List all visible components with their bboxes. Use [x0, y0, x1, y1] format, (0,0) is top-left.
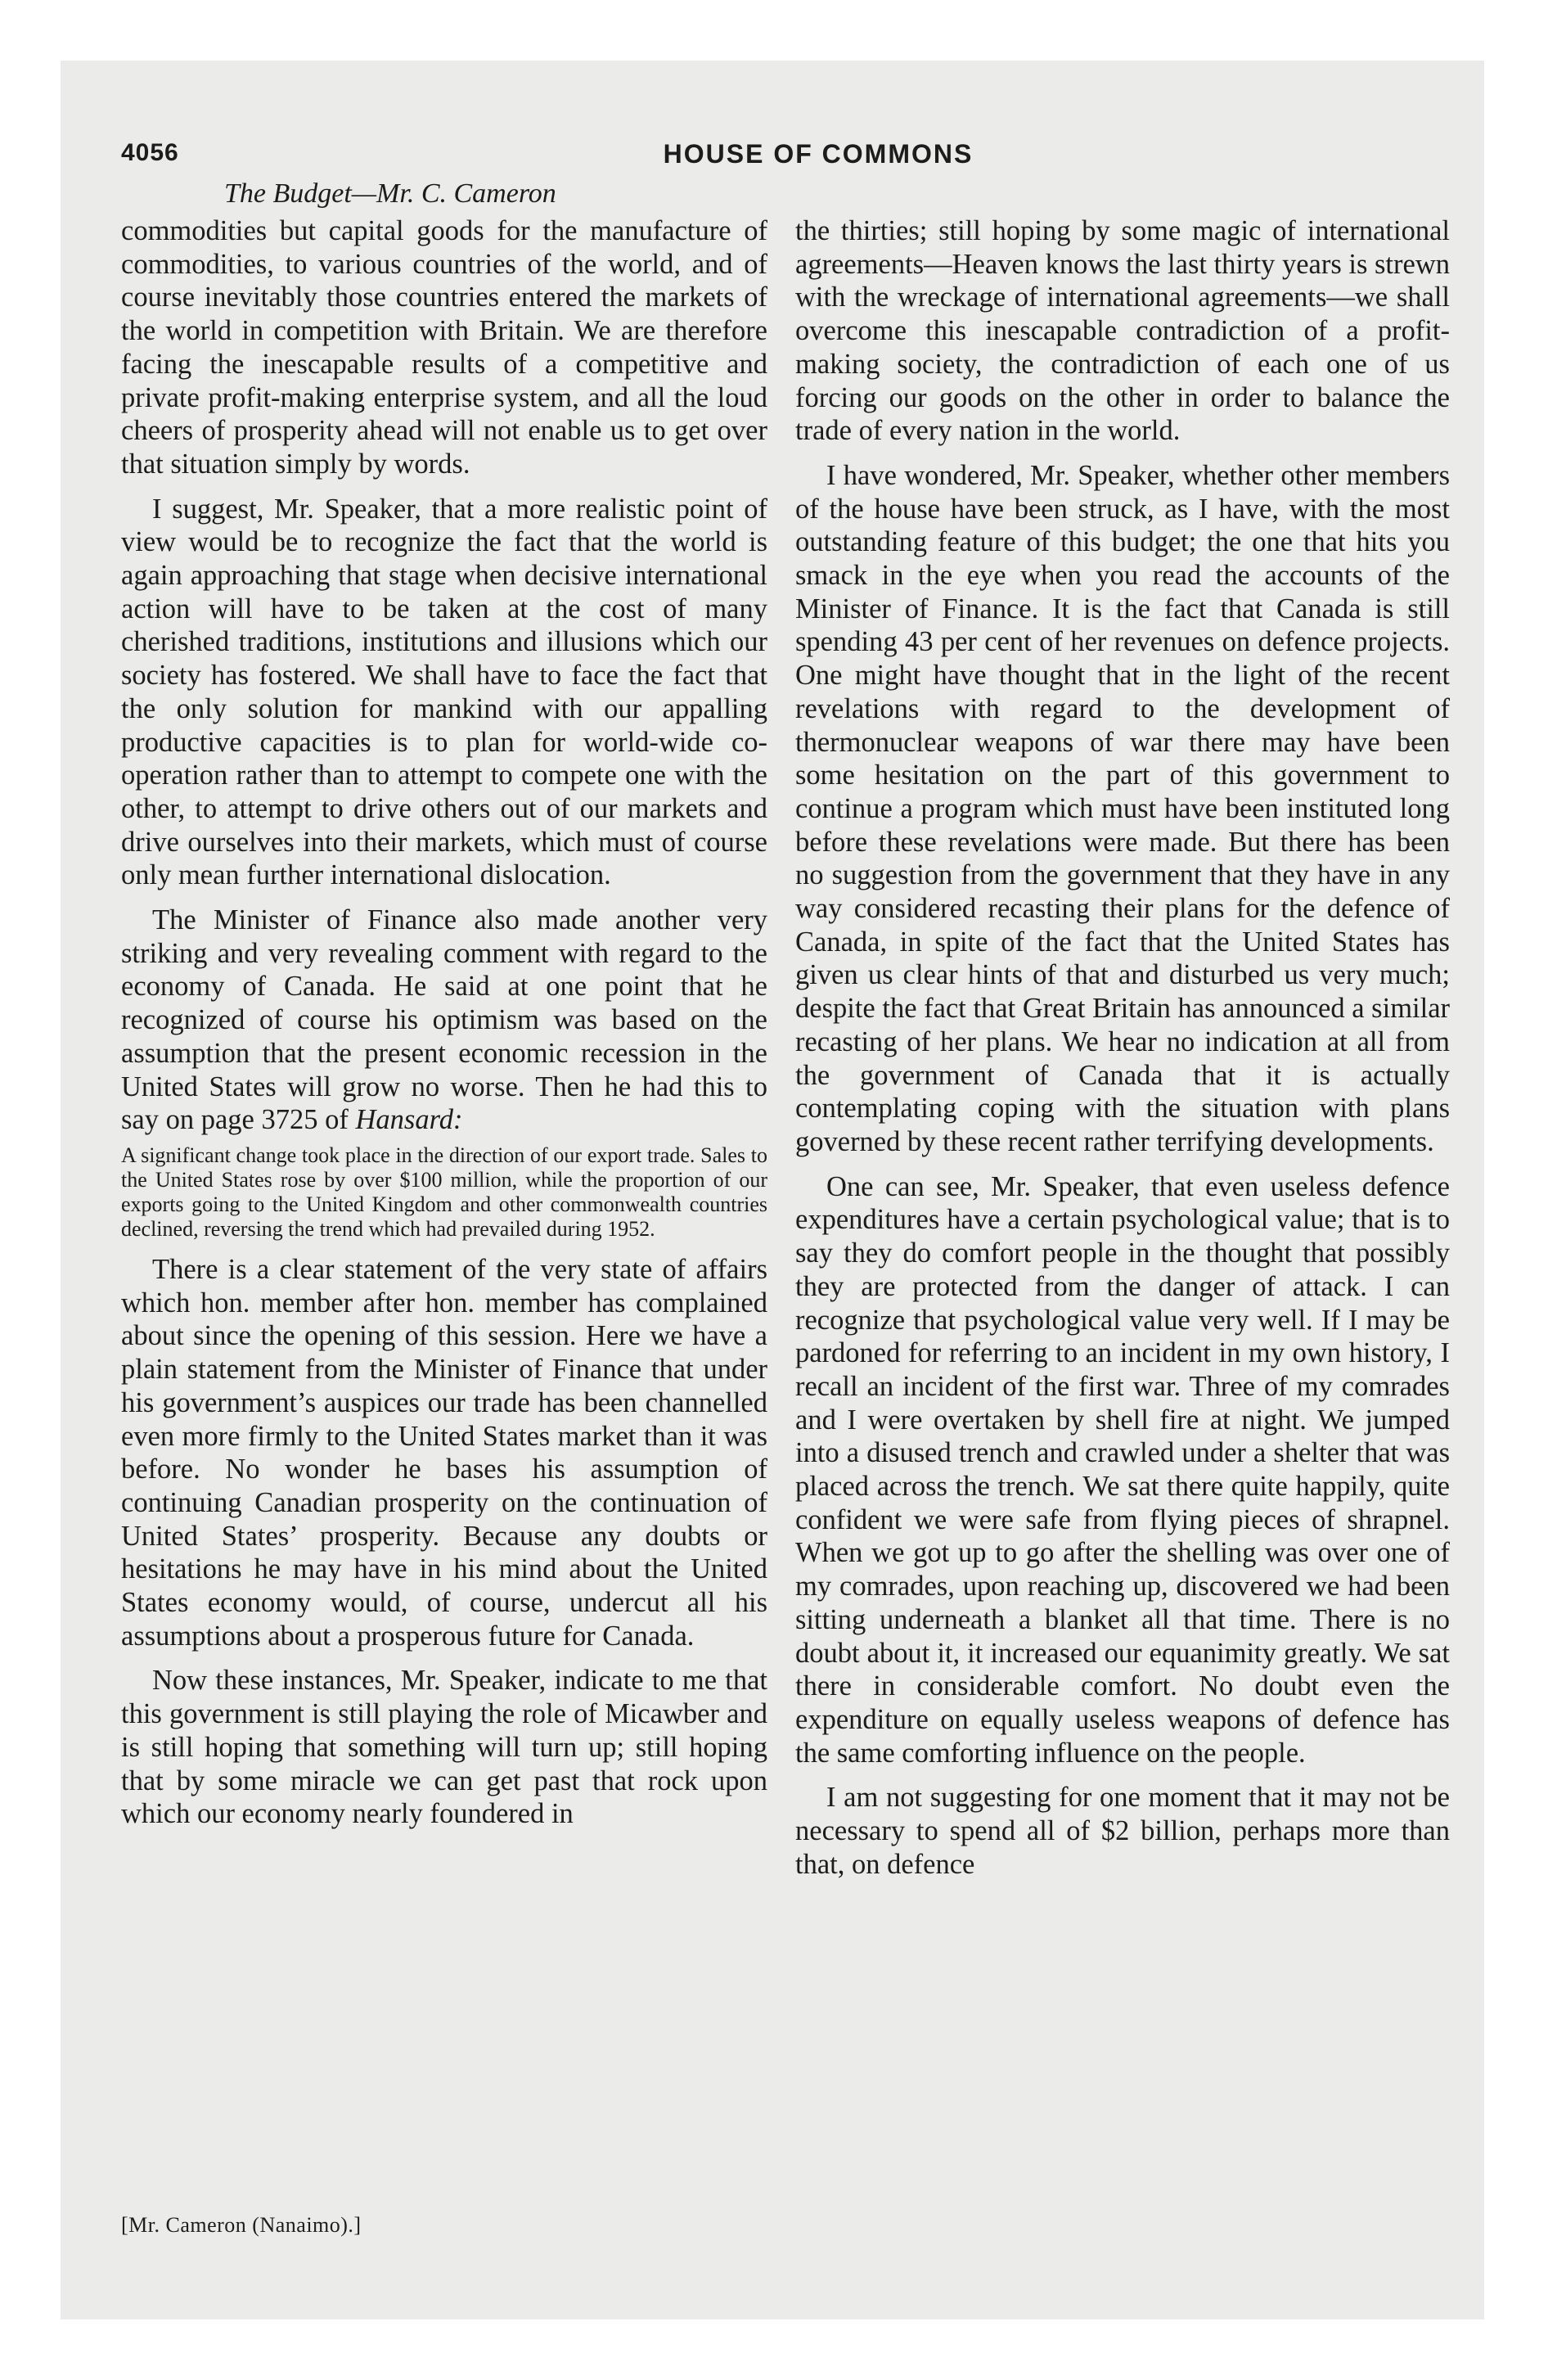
page-subhead: The Budget—Mr. C. Cameron: [224, 178, 556, 209]
running-head: HOUSE OF COMMONS: [663, 139, 974, 169]
hansard-reference: Hansard:: [355, 1104, 463, 1136]
paragraph: I am not suggesting for one moment that it may not be necessary to spend all of $2 billion, perhaps more than that, on defence: [795, 1782, 1450, 1880]
paragraph: I have wondered, Mr. Speaker, whether other members of the house have been struck, as I have, with the most outstanding feature of this budget; the one that hits you smack in the eye when you read the accounts of the Minister of Finance. It is the fact that Canada is still spending 43 per cent of her revenues on defence projects. One might have thought that in the light of the recent revelations with regard to the development of thermonuclear weapons of war there may have been some hesitation on the part of this government to continue a program which must have been instituted long before these revelations were made. But there has been no suggestion from the government that they have in any way considered recasting their plans for the defence of Canada, in spite of the fact that the United States has given us clear hints of that and disturbed us very much; despite the fact that Great Britain has announced a similar recasting of her plans. We hear no indication at all from the government of Canada that it is actually contemplating coping with the situation with plans governed by these recent rather terrifying developments.: [795, 459, 1450, 1157]
paragraph: commodities but capital goods for the manufacture of commodities, to various countries of the world, and of course inevitably those countries entered the markets of the world in competition with Britain. We are therefore facing the inescapable results of a competitive and private profit-making enterprise system, and all the loud cheers of prosperity ahead will not enable us to get over that situation simply by words.: [121, 215, 767, 480]
paragraph: I suggest, Mr. Speaker, that a more realistic point of view would be to recognize the fact that the world is again approaching that stage when decisive international action will have to be taken at the cost of many cherished traditions, institutions and illusions which our society has fostered. We shall have to face the fact that the only solution for mankind with our appalling productive capacities is to plan for world-wide co-operation rather than to attempt to compete one with the other, to attempt to drive others out of our markets and drive ourselves into their markets, which must of course only mean further international dislocation.: [121, 493, 767, 891]
left-column: [121, 214, 767, 1831]
paragraph: One can see, Mr. Speaker, that even useless defence expenditures have a certain psychological value; that is to say they do comfort people in the thought that possibly they are protected from the danger of attack. I can recognize that psychological value very well. If I may be pardoned for referring to an incident in my own history, I recall an incident of the first war. Three of my comrades and I were overtaken by shell fire at night. We jumped into a disused trench and crawled under a shelter that was placed across the trench. We sat there quite happily, quite confident we were safe from flying pieces of shrapnel. When we got up to go after the shelling was over one of my comrades, upon reaching up, discovered we had been sitting underneath a blanket all that time. There is no doubt about it, it increased our equanimity greatly. We sat there in considerable comfort. No doubt even the expenditure on equally useless weapons of defence has the same comforting influence on the people.: [795, 1170, 1450, 1769]
paragraph: the thirties; still hoping by some magic of international agreements—Heaven knows the last thirty years is strewn with the wreckage of international agreements—we shall overcome this inescapable contradiction of a profit-making society, the contradiction of each one of us forcing our goods on the other in order to balance the trade of every nation in the world.: [795, 215, 1450, 447]
paragraph: [121, 904, 767, 1137]
page-number: 4056: [121, 139, 179, 166]
paragraph: Now these instances, Mr. Speaker, indicate to me that this government is still playing the role of Micawber and is still hoping that something will turn up; still hoping that by some miracle we can get past that rock upon which our economy nearly foundered in: [121, 1665, 767, 1830]
speaker-attribution: [Mr. Cameron (Nanaimo).]: [121, 2213, 362, 2237]
paragraph-text: The Minister of Finance also made another very striking and very revealing comment with regard to the economy of Canada. He said at one point that he recognized of course his optimism was based on the assumption that the present economic recession in the United States will grow no worse. Then he had this to say on page 3725 of: [121, 904, 767, 1136]
paragraph: There is a clear statement of the very state of affairs which hon. member after hon. member has complained about since the opening of this session. Here we have a plain statement from the Minister of Finance that under his government’s auspices our trade has been channelled even more firmly to the United States market than it was before. No wonder he bases his assumption of continuing Canadian prosperity on the continuation of United States’ prosperity. Because any doubts or hesitations he may have in his mind about the United States economy would, of course, undercut all his assumptions about a prosperous future for Canada.: [121, 1253, 767, 1652]
right-column: [795, 214, 1450, 1881]
block-quote: A significant change took place in the direction of our export trade. Sales to the United States rose by over $100 million, while the proportion of our exports going to the United Kingdom and other commonwealth countries declined, reversing the trend which had prevailed during 1952.: [121, 1143, 767, 1241]
